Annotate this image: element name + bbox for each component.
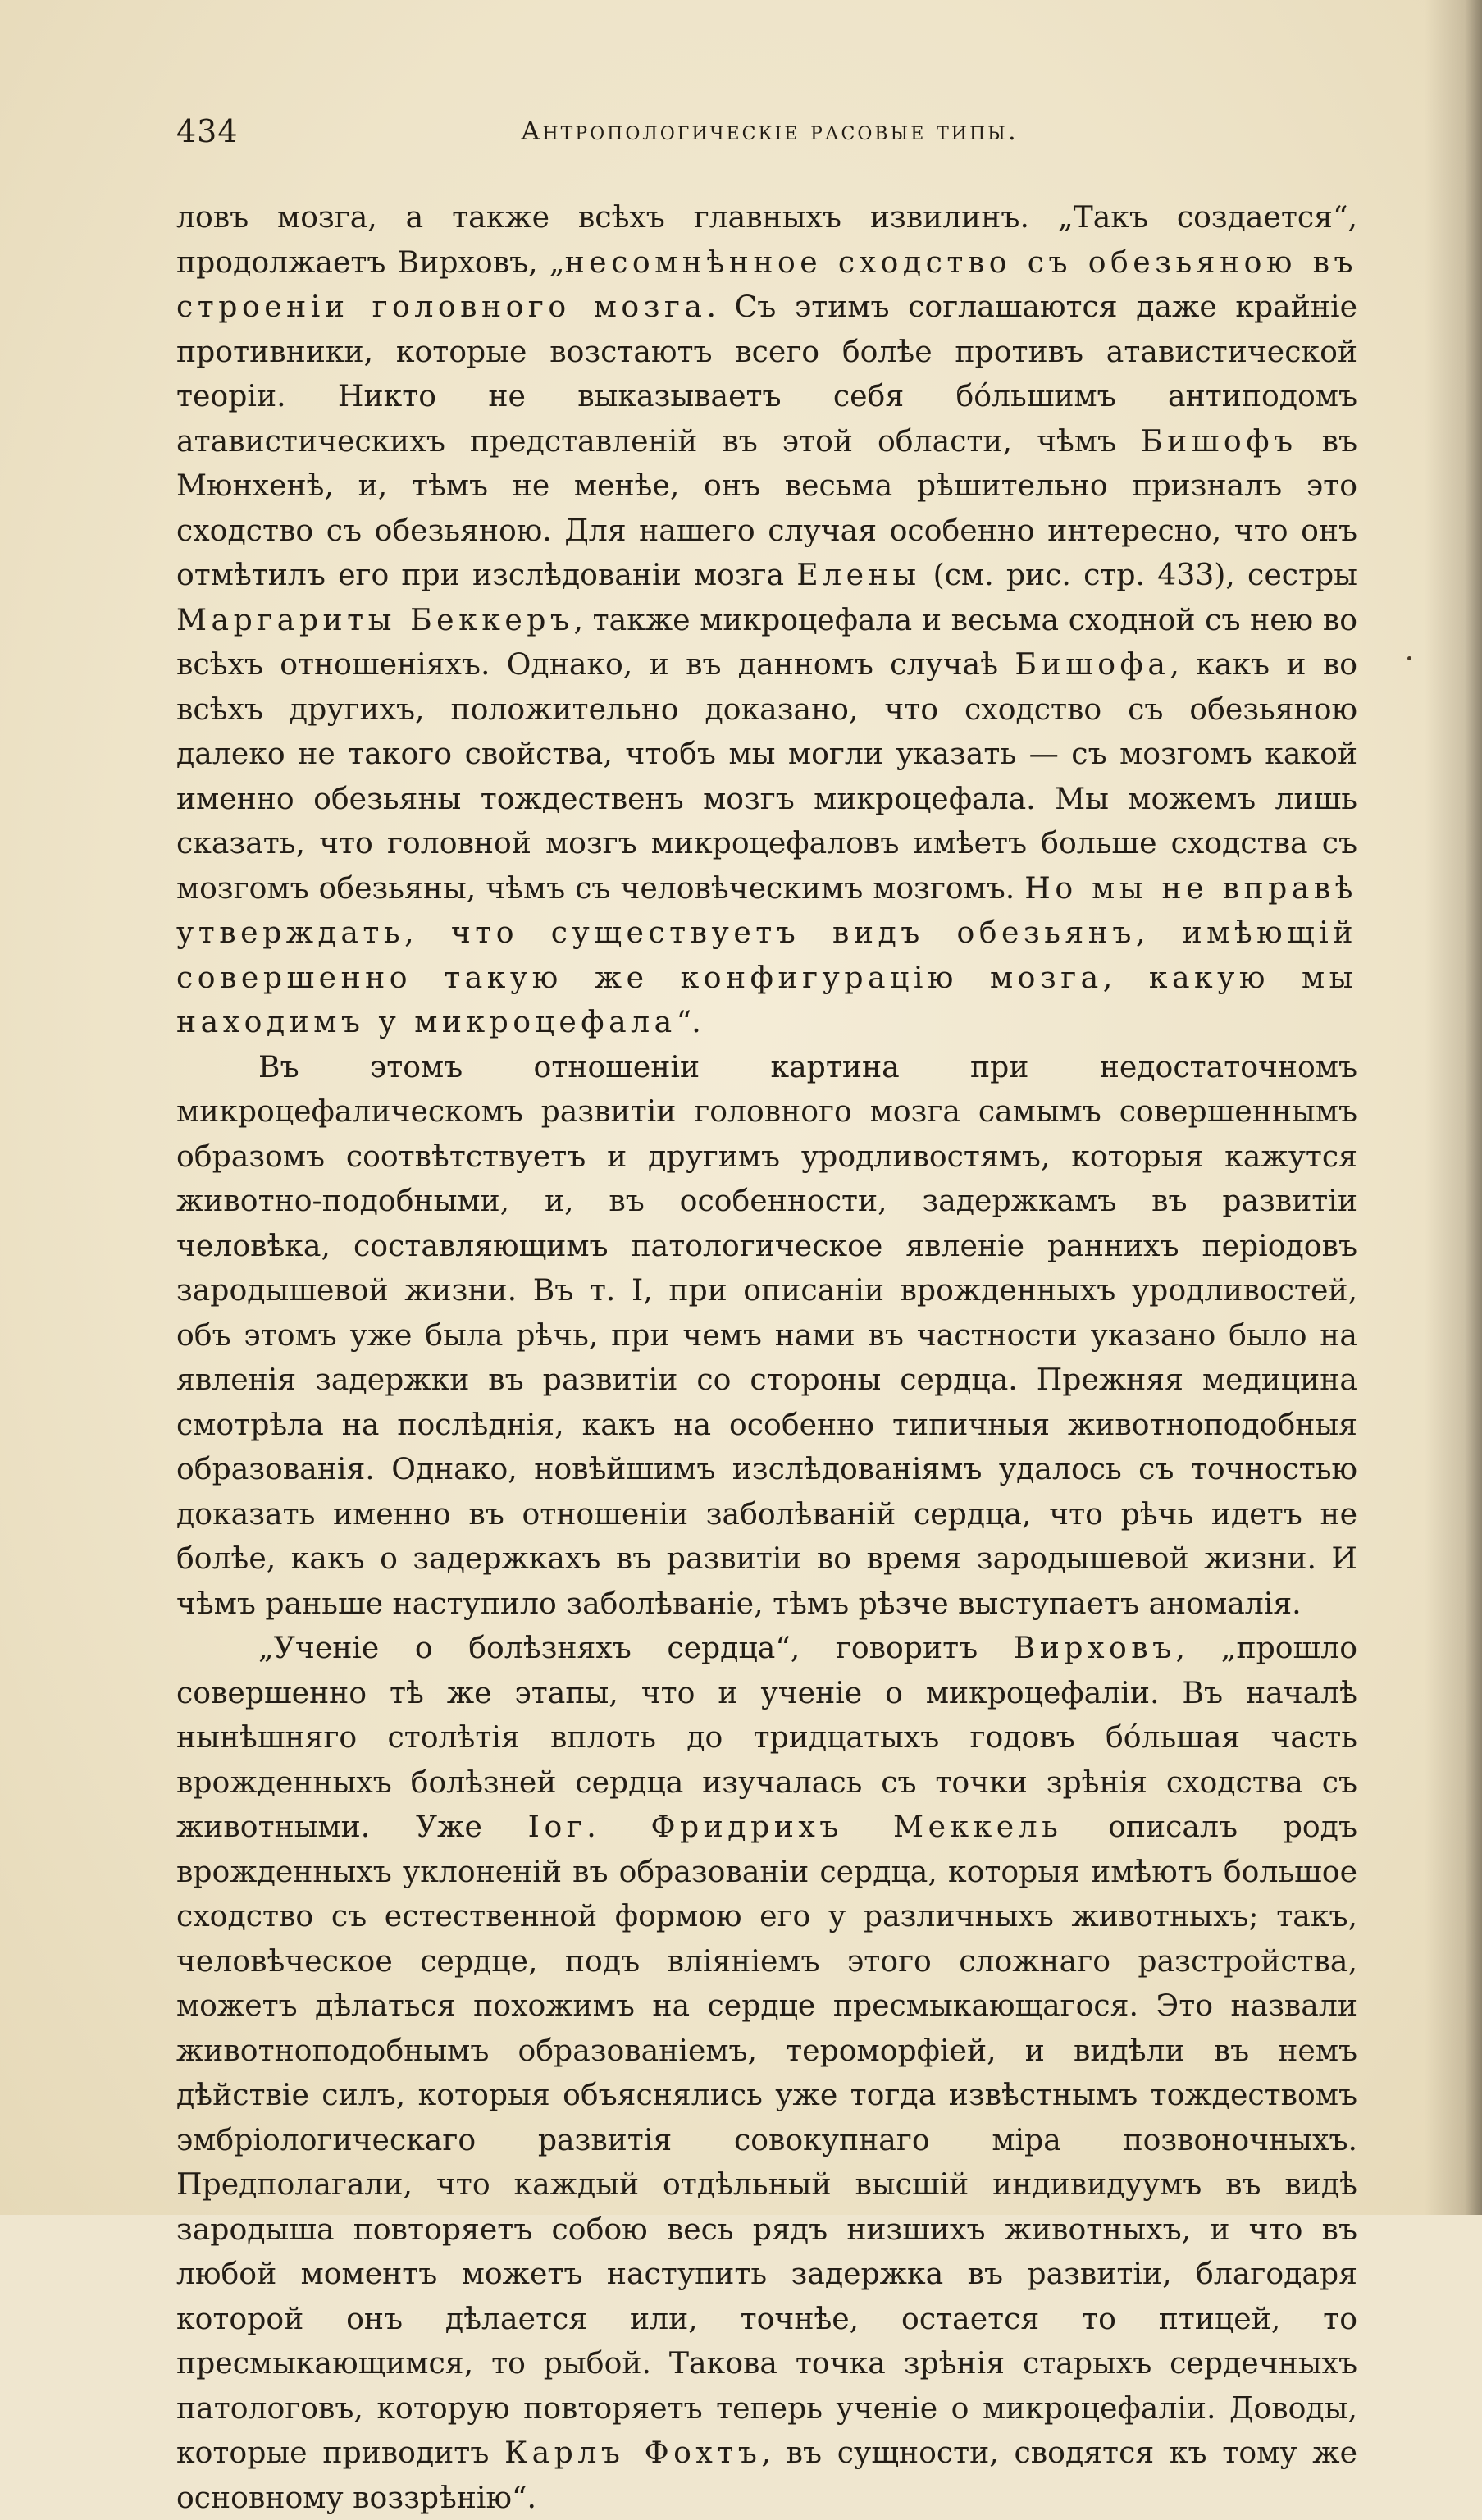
binding-shadow [1425, 0, 1482, 2215]
emphasized-text: Елены [796, 557, 921, 592]
text-run: , какъ и во всѣхъ другихъ, положительно доказано, что сходство съ обезьяною далеко не такого свойства, чтобъ мы могли указать — съ мозгомъ какой именно обезьяны тождественъ мозгъ микроцефала. Мы можемъ лишь сказать, что головной мозгъ микроцефаловъ имѣетъ больше сходства съ мозгомъ обезьяны, чѣмъ съ человѣческимъ мозгомъ. [176, 646, 1358, 906]
emphasized-text: Бишофъ [1141, 422, 1297, 459]
emphasized-text: Маргариты Беккеръ [176, 601, 574, 637]
text-run: , „прошло совершенно тѣ же этапы, что и ученіе о микроцефаліи. Въ началѣ нынѣшняго столѣтія вплоть до тридцатыхъ годовъ бо́льшая часть врожденныхъ болѣзней сердца изучалась съ точки зрѣнія сходства съ животными. Уже [176, 1630, 1357, 1844]
body-text [176, 195, 1357, 2520]
paragraph [176, 195, 1357, 1045]
text-run: “. [676, 1004, 701, 1039]
emphasized-text: несомнѣнное сходство съ обезьяною въ строеніи головного мозга [176, 244, 1357, 324]
emphasized-text: Карлъ Фохтъ [504, 2435, 762, 2470]
page-number: 434 [176, 113, 239, 149]
text-run: въ Мюнхенѣ, и, тѣмъ не менѣе, онъ весьма рѣшительно призналъ это сходство съ обезьяною. Для нашего случая особенно интересно, что онъ отмѣтилъ его при изслѣдованіи мозга [176, 422, 1357, 592]
page-header [176, 113, 1357, 162]
text-run: ловъ мозга, а также всѣхъ главныхъ извилинъ. „Такъ создается“, продолжаетъ Вирховъ, „ [176, 199, 1357, 280]
margin-speck [1407, 656, 1411, 660]
paragraph [176, 1626, 1357, 2520]
emphasized-text: Іог. Фридрихъ Меккель [527, 1809, 1063, 1844]
text-run: . Съ этимъ соглашаются даже крайніе противники, которые возстаютъ всего болѣе противъ атавистической теоріи. Никто не выказываетъ себя бо́льшимъ антиподомъ атавистическихъ представленій въ этой области, чѣмъ [176, 289, 1357, 459]
text-run: , въ сущности, сводятся къ тому же основному воззрѣнію“. [176, 2435, 1357, 2515]
text-run: , также микроцефала и весьма сходной съ нею во всѣхъ отношеніяхъ. Однако, и въ данномъ случаѣ [176, 601, 1357, 682]
text-run: (см. рис. стр. 433), сестры [920, 557, 1357, 592]
text-run: описалъ родъ врожденныхъ уклоненій въ образованіи сердца, которыя имѣютъ большое сходство съ естественной формою его у различныхъ животныхъ; такъ, человѣческое сердце, подъ вліяніемъ этого сложнаго разстройства, можетъ дѣлаться похожимъ на сердце пресмыкающагося. Это назвали животноподобнымъ образованіемъ, тероморфіей, и видѣли въ немъ дѣйствіе силъ, которыя объяснялись уже тогда извѣстнымъ тождествомъ эмбріологическаго развитія совокупнаго міра позвоночныхъ. Предполагали, что каждый отдѣльный высшій индивидуумъ въ видѣ зародыша повторяетъ собою весь рядъ низшихъ животныхъ, и что въ любой моментъ можетъ наступить задержка въ развитіи, благодаря которой онъ дѣлается или, точнѣе, остается то птицей, то пресмыкающимся, то рыбой. Такова точка зрѣнія старыхъ сердечныхъ патологовъ, которую повторяетъ теперь ученіе о микроцефаліи. Доводы, которые приводитъ [176, 1809, 1357, 2470]
emphasized-text: Но мы не вправѣ утверждать, что существуетъ видъ обезьянъ, имѣющій совершенно такую же конфигурацію мозга, какую мы находимъ у микроцефала [176, 870, 1357, 1039]
text-run: „Ученіе о болѣзняхъ сердца“, говоритъ [258, 1630, 1014, 1665]
running-title: Антропологическіе расовые типы. [521, 116, 1019, 146]
emphasized-text: Бишофа [1015, 646, 1170, 682]
text-run: Въ этомъ отношеніи картина при недостаточномъ микроцефалическомъ развитіи головного мозга самымъ совершеннымъ образомъ соотвѣтствуетъ и другимъ уродливостямъ, которыя кажутся животно-подобными, и, въ особенности, задержкамъ въ развитіи человѣка, составляющимъ патологическое явленіе раннихъ періодовъ зародышевой жизни. Въ т. I, при описаніи врожденныхъ уродливостей, объ этомъ уже была рѣчь, при чемъ нами въ частности указано было на явленія задержки въ развитіи со стороны сердца. Прежняя медицина смотрѣла на послѣднія, какъ на особенно типичныя животноподобныя образованія. Однако, новѣйшимъ изслѣдованіямъ удалось съ точностью доказать именно въ отношеніи заболѣваній сердца, что рѣчь идетъ не болѣе, какъ о задержкахъ въ развитіи во время зародышевой жизни. И чѣмъ раньше наступило заболѣваніе, тѣмъ рѣзче выступаетъ аномалія. [176, 1048, 1357, 1621]
emphasized-text: Вирховъ [1013, 1630, 1176, 1665]
paragraph [176, 1045, 1357, 1627]
